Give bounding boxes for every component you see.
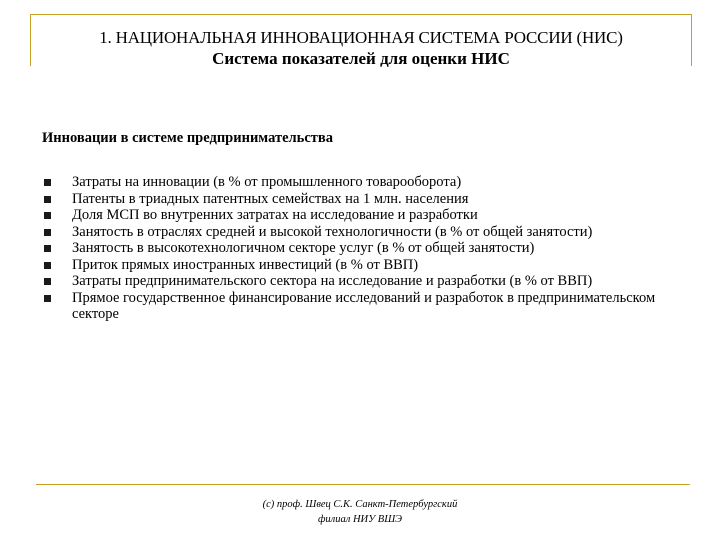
square-bullet-icon [44,179,51,186]
square-bullet-icon [44,278,51,285]
section-heading: Инновации в системе предпринимательства [42,130,333,146]
footer-credit [200,497,520,527]
square-bullet-icon [44,295,51,302]
indicator-list [42,174,692,323]
list-item-text: Приток прямых иностранных инвестиций (в % от ВВП) [72,256,419,273]
footer-rule [36,484,690,485]
list-item [42,207,692,224]
square-bullet-icon [44,196,51,203]
list-item-text: Патенты в триадных патентных семействах на 1 млн. населения [72,190,469,207]
slide-title: 1. НАЦИОНАЛЬНАЯ ИННОВАЦИОННАЯ СИСТЕМА РОССИИ (НИС) [99,28,623,47]
list-item [42,290,692,323]
footer-line-author: (c) проф. Швец С.К. Санкт-Петербургский [262,499,458,510]
list-item [42,273,692,290]
square-bullet-icon [44,212,51,219]
square-bullet-icon [44,262,51,269]
list-item-text: Занятость в отраслях средней и высокой технологичности (в % от общей занятости) [72,223,593,240]
title-frame [30,14,692,66]
square-bullet-icon [44,245,51,252]
list-item [42,240,692,257]
list-item [42,224,692,241]
list-item [42,174,692,191]
list-item [42,257,692,274]
title-rule-top [30,14,692,15]
footer-line-affiliation: филиал НИУ ВШЭ [317,514,403,525]
list-item-text: Прямое государственное финансирование исследований и разработок в предпринимательском секторе [72,289,656,322]
list-item-text: Занятость в высокотехнологичном секторе услуг (в % от общей занятости) [72,240,535,256]
list-item [42,191,692,208]
slide-subtitle: Система показателей для оценки НИС [212,49,510,68]
list-item-text: Доля МСП во внутренних затратах на исследование и разработки [72,207,478,223]
list-item-text: Затраты на инновации (в % от промышленного товарооборота) [72,174,462,190]
list-item-text: Затраты предпринимательского сектора на исследование и разработки (в % от ВВП) [72,273,593,289]
square-bullet-icon [44,229,51,236]
